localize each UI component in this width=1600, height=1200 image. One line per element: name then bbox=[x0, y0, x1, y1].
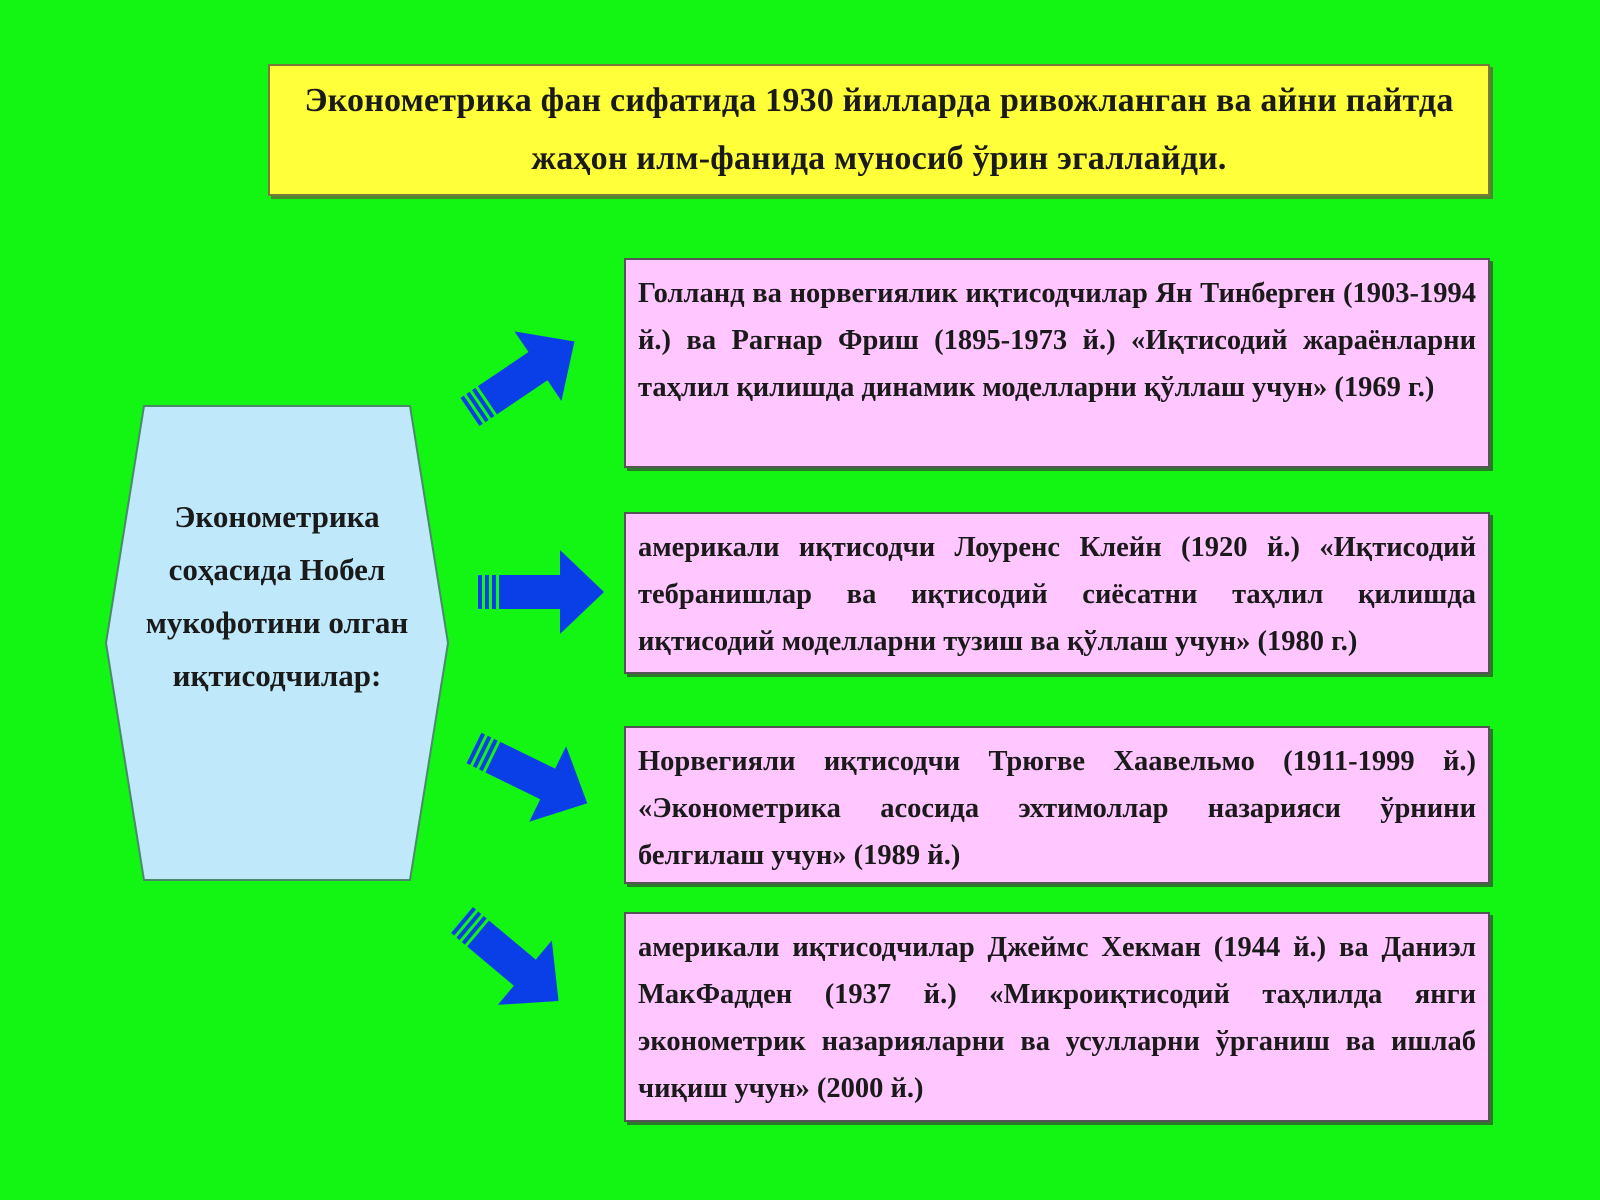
laureate-box-2 bbox=[624, 512, 1490, 674]
laureate-text-2: америкали иқтисодчи Лоуренс Клейн (1920 й.) «Иқтисодий тебранишлар ва иқтисодий сиёсатни таҳлил қилишда иқтисодий моделларни тузиш ва қўллаш учун» (1980 г.) bbox=[638, 532, 1476, 657]
laureate-text-4: америкали иқтисодчилар Джеймс Хекман (1944 й.) ва Даниэл МакФадден (1937 й.) «Микроиқтисодий таҳлилда янги эконометрик назарияларни ва усулларни ўрганиш ва ишлаб чиқиш учун» (2000 й.) bbox=[638, 932, 1476, 1104]
laureate-text-3: Норвегияли иқтисодчи Трюгве Хаавельмо (1911-1999 й.) «Эконометрика асосида эхтимоллар назарияси ўрнини белгилаш учун» (1989 й.) bbox=[638, 746, 1476, 871]
center-label: Эконометрика соҳасида Нобел мукофотини олган иқтисодчилар: bbox=[145, 499, 409, 693]
arrow-2-icon bbox=[478, 550, 604, 634]
arrow-4-icon bbox=[435, 888, 586, 1033]
laureate-box-4 bbox=[624, 912, 1490, 1122]
arrow-3-icon bbox=[456, 710, 606, 841]
arrow-1-icon bbox=[447, 307, 598, 447]
laureate-box-3 bbox=[624, 726, 1490, 884]
title-text: Эконометрика фан сифатида 1930 йилларда ривожланган ва айни пайтда жаҳон илм-фанида муносиб ўрин эгаллайди. bbox=[304, 82, 1454, 177]
laureate-box-1 bbox=[624, 258, 1490, 468]
laureate-text-1: Голланд ва норвегиялик иқтисодчилар Ян Тинберген (1903-1994 й.) ва Рагнар Фриш (1895-1973 й.) «Иқтисодий жараёнларни таҳлил қилишда динамик моделларни қўллаш учун» (1969 г.) bbox=[638, 278, 1476, 403]
